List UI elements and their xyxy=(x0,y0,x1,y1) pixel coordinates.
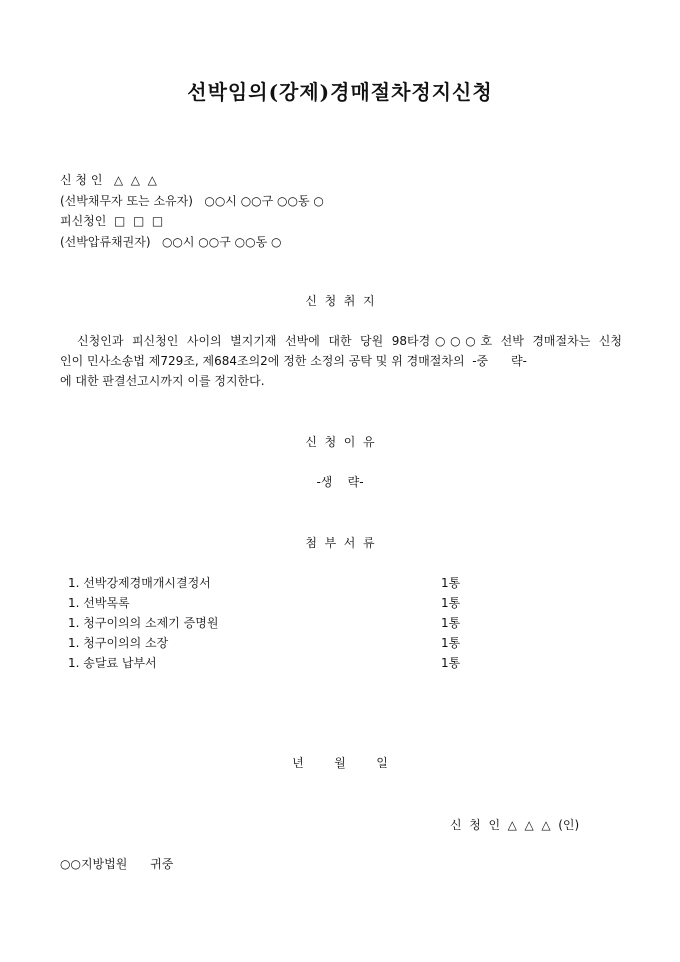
respondent-role: (선박압류채권자) ○○시 ○○구 ○○동 ○ xyxy=(60,235,282,249)
applicant-role: (선박채무자 또는 소유자) ○○시 ○○구 ○○동 ○ xyxy=(60,194,324,208)
signature-line: 신 청 인 △ △ △ (인) xyxy=(450,818,580,832)
attachments-heading: 첨 부 서 류 xyxy=(305,536,375,550)
attachment-name: 1. 송달료 납부서 xyxy=(68,656,157,670)
purpose-heading: 신 청 취 지 xyxy=(305,294,375,308)
reason-body: -생 략- xyxy=(316,475,364,489)
respondent-line: 피신청인 □ □ □ xyxy=(60,214,164,228)
attachment-qty: 1통 xyxy=(441,616,461,630)
purpose-line-1: 신청인과 피신청인 사이의 별지기재 선박에 대한 당원 98타경○○○호 선박 경매절차는 신청 xyxy=(60,334,622,348)
applicant-line: 신 청 인 △ △ △ xyxy=(60,173,157,187)
attachment-name: 1. 선박강제경매개시결정서 xyxy=(68,576,211,590)
attachment-qty: 1통 xyxy=(441,636,461,650)
attachment-qty: 1통 xyxy=(441,596,461,610)
attachment-name: 1. 청구이의의 소장 xyxy=(68,636,169,650)
reason-heading: 신 청 이 유 xyxy=(305,435,375,449)
purpose-line-2: 인이 민사소송법 제729조, 제684조의2에 정한 소정의 공탁 및 위 경매절차의 -중 략- xyxy=(60,354,527,368)
attachment-name: 1. 청구이의의 소제기 증명원 xyxy=(68,616,219,630)
court-addressee: ○○지방법원 귀중 xyxy=(60,857,174,871)
attachment-name: 1. 선박목록 xyxy=(68,596,130,610)
document-title: 선박임의(강제)경매절차정지신청 xyxy=(187,80,493,104)
purpose-line-3: 에 대한 판결선고시까지 이를 정지한다. xyxy=(60,374,265,388)
attachment-qty: 1통 xyxy=(441,656,461,670)
date-line: 년 월 일 xyxy=(292,756,388,770)
purpose-paragraph xyxy=(60,331,622,391)
attachment-qty: 1통 xyxy=(441,576,461,590)
